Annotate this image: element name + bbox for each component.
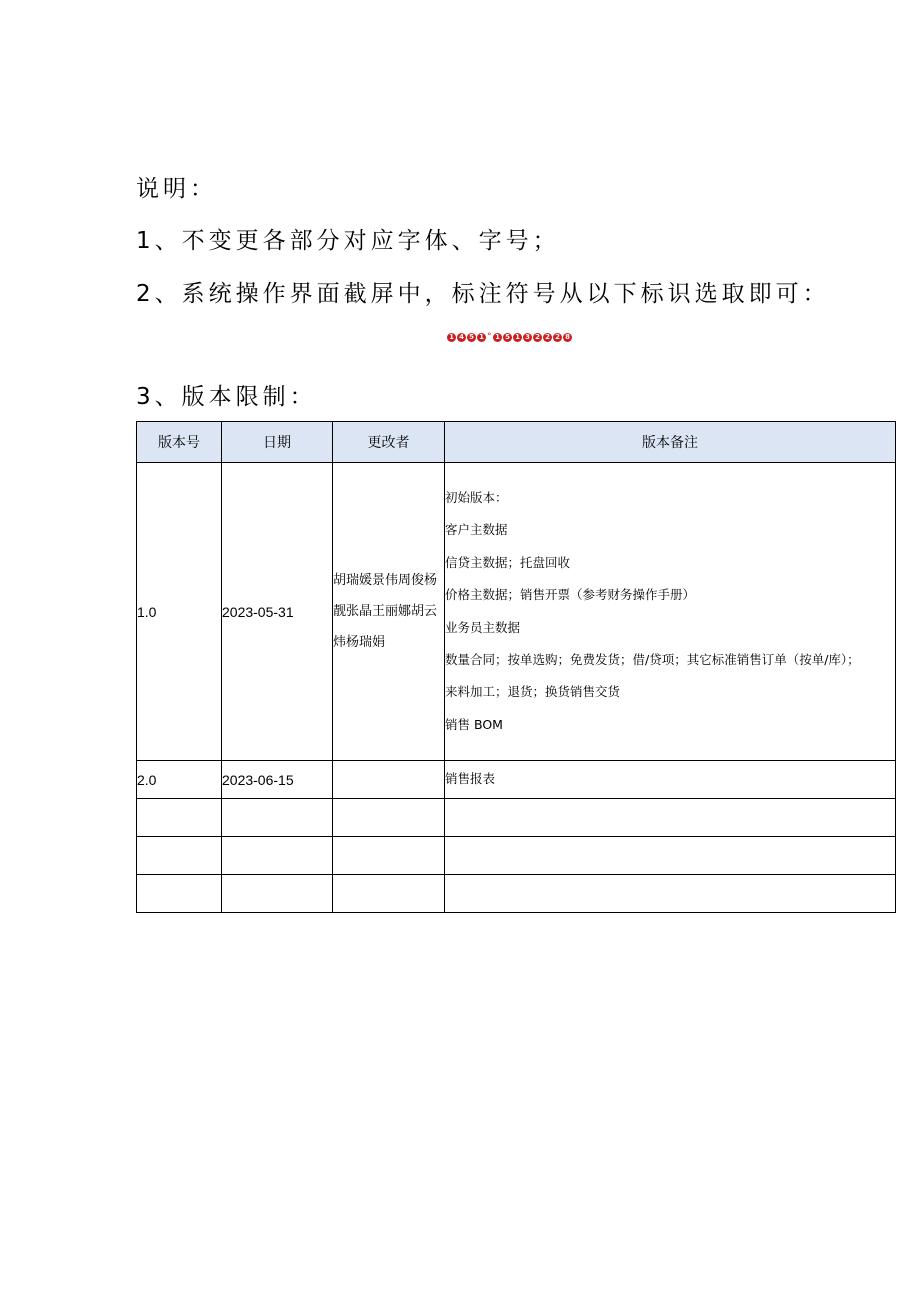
note-line: 初始版本： bbox=[445, 489, 508, 505]
table-row bbox=[137, 875, 896, 913]
cell-author bbox=[333, 875, 445, 913]
cell-notes bbox=[445, 875, 896, 913]
note-line: 客户主数据 bbox=[445, 522, 508, 538]
note-line: 销售报表 bbox=[445, 771, 496, 787]
annotation-marker: 1 bbox=[493, 333, 502, 342]
cell-version: 2.0 bbox=[137, 761, 222, 799]
table-header-row bbox=[137, 422, 896, 463]
cell-date bbox=[222, 875, 333, 913]
instructions-heading: 说明： bbox=[136, 176, 217, 202]
annotation-marker: 2 bbox=[533, 333, 542, 342]
cell-version bbox=[137, 837, 222, 875]
cell-notes bbox=[445, 799, 896, 837]
note-line: 价格主数据；销售开票（参考财务操作手册） bbox=[445, 587, 696, 603]
header-author: 更改者 bbox=[333, 422, 445, 463]
cell-notes bbox=[445, 463, 896, 761]
header-notes: 版本备注 bbox=[445, 422, 896, 463]
cell-version bbox=[137, 875, 222, 913]
note-line: 来料加工；退货；换货销售交货 bbox=[445, 684, 621, 700]
annotation-marker: 4 bbox=[457, 333, 466, 342]
annotation-marker: 1 bbox=[447, 333, 456, 342]
cell-notes bbox=[445, 837, 896, 875]
note-line: 数量合同；按单选购；免费发货；借/贷项；其它标准销售订单（按单/库）； bbox=[445, 651, 860, 667]
cell-version: 1.0 bbox=[137, 463, 222, 761]
annotation-marker: 8 bbox=[563, 333, 572, 342]
annotation-marker: 1 bbox=[513, 333, 522, 342]
cell-version bbox=[137, 799, 222, 837]
version-section-heading: 3、版本限制： bbox=[136, 384, 317, 410]
annotation-marker: 5 bbox=[503, 333, 512, 342]
instruction-item-1: 1、不变更各部分对应字体、字号； bbox=[136, 228, 560, 254]
annotation-marker-samples bbox=[447, 331, 573, 343]
table-row bbox=[137, 761, 896, 799]
header-version: 版本号 bbox=[137, 422, 222, 463]
cell-author: 胡瑞媛景伟周俊杨靓张晶王丽娜胡云炜杨瑞娟 bbox=[333, 463, 445, 761]
cell-date bbox=[222, 799, 333, 837]
table-row bbox=[137, 463, 896, 761]
header-date: 日期 bbox=[222, 422, 333, 463]
annotation-marker-separator: ° bbox=[487, 331, 492, 342]
cell-author bbox=[333, 761, 445, 799]
cell-notes bbox=[445, 761, 896, 799]
table-row bbox=[137, 837, 896, 875]
note-line: 业务员主数据 bbox=[445, 619, 521, 635]
version-table bbox=[136, 421, 896, 913]
note-line: 信贷主数据；托盘回收 bbox=[445, 554, 571, 570]
cell-author bbox=[333, 837, 445, 875]
cell-author bbox=[333, 799, 445, 837]
annotation-marker: 3 bbox=[523, 333, 532, 342]
cell-date bbox=[222, 837, 333, 875]
instruction-item-2: 2、系统操作界面截屏中，标注符号从以下标识选取即可： bbox=[136, 281, 830, 307]
cell-date: 2023-06-15 bbox=[222, 761, 333, 799]
table-row bbox=[137, 799, 896, 837]
annotation-marker: 2 bbox=[553, 333, 562, 342]
annotation-marker: 2 bbox=[543, 333, 552, 342]
annotation-marker: 1 bbox=[477, 333, 486, 342]
note-line: 销售 BOM bbox=[445, 716, 503, 732]
annotation-marker: 5 bbox=[467, 333, 476, 342]
cell-date: 2023-05-31 bbox=[222, 463, 333, 761]
